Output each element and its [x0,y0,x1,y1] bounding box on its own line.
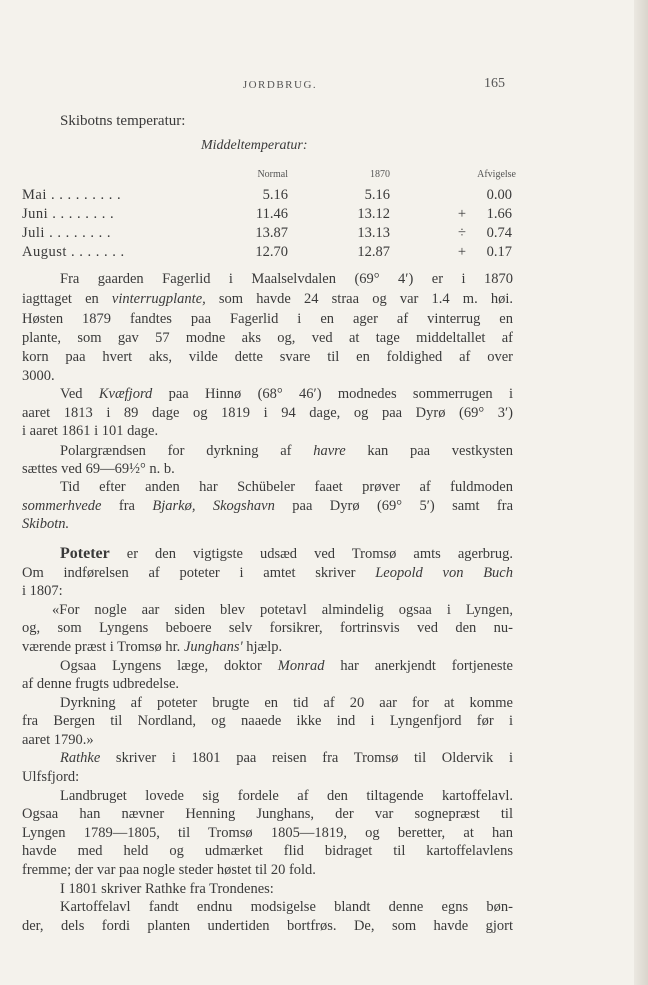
section-heading: Skibotns temperatur: [60,113,186,129]
emphasis: Rathke [60,750,101,766]
text-line: Kartoffelavl fandt endnu modsigelse blandt denne egns bøn- [60,899,513,915]
text-line: Ulfsfjord: [22,769,80,785]
table-subheading: Middeltemperatur: [201,138,308,153]
text-line: værende præst i Tromsø hr. Junghans' hjælp. [22,639,283,655]
month-label: Juni . . . . . . . . [22,206,115,222]
text-line: aaret 1813 i 89 dage og 1819 i 94 dage, og paa Dyrø (69° 3′) [22,405,513,421]
text-line: korn paa hvert aks, vilde dette svare til en foldighed af over [22,349,513,365]
column-header-normal: Normal [257,169,288,180]
text-line: Ogsaa han nævner Henning Junghans, der var sognepræst til [22,806,513,822]
month-label: Mai . . . . . . . . . [22,187,122,203]
deviation-value: 0.00 [486,187,512,203]
text-line: i aaret 1861 i 101 dage. [22,423,159,439]
normal-value: 5.16 [262,187,288,203]
text-line: Rathke skriver i 1801 paa reisen fra Tromsø til Oldervik i [60,750,513,766]
text-line: sættes ved 69—69½° n. b. [22,461,175,477]
deviation-value: 0.74 [486,225,512,241]
emphasis: Skibotn. [22,516,70,532]
text-line: Høsten 1879 fandtes paa Fagerlid i en ager af vinterrug en [22,311,513,327]
section-keyword: Poteter [60,545,110,562]
text-line: Dyrkning af poteter brugte en tid af 20 aar for at komme [60,695,513,711]
text-line: iagttaget en vinterrugplante, som havde 24 straa og var 1.4 m. høi. [22,291,513,307]
emphasis: Bjarkø, Skogshavn [152,498,275,514]
column-header-afvigelse: Afvigelse [477,169,516,180]
value-1870: 5.16 [364,187,390,203]
text-line: Om indførelsen af poteter i amtet skriver Leopold von Buch [22,565,513,581]
text-line [22,515,513,533]
text-line: i 1807: [22,583,63,599]
emphasis: Kvæfjord [98,386,153,402]
deviation-value: 0.17 [486,244,512,260]
emphasis: sommerhvede [22,498,102,514]
emphasis: havre [313,443,346,459]
column-header-1870: 1870 [370,169,390,180]
value-1870: 13.12 [357,206,390,222]
text-line: 3000. [22,368,55,384]
text-line: Tid efter anden har Schübeler faaet prøver af fuldmoden [60,479,513,495]
month-label: Juli . . . . . . . . [22,225,111,241]
text-line: plante, som gav 57 modne aks og, ved at tage middeltallet af [22,330,513,346]
text-line: sommerhvede fra Bjarkø, Skogshavn paa Dyrø (69° 5′) samt fra [22,498,513,514]
emphasis: Junghans' [183,639,243,655]
running-head: JORDBRUG. [242,79,318,91]
page-number: 165 [484,76,505,91]
text-line: Polargrændsen for dyrkning af havre kan paa vestkysten [60,443,513,459]
deviation-sign: + [457,206,467,222]
normal-value: 11.46 [255,206,288,222]
text-line: havde med held og udmærket flid bidraget til kartoffelavlens [22,843,513,859]
text-line: af denne frugts udbredelse. [22,676,180,692]
text-line: der, dels fordi planten undertiden bortfrøs. De, som havde gjort [22,918,513,934]
text-line: Poteter er den vigtigste udsæd ved Tromsø amts agerbrug. [60,545,513,562]
value-1870: 12.87 [357,244,390,260]
text-line: Ved Kvæfjord paa Hinnø (68° 46′) modnedes sommerrugen i [60,386,513,402]
text-line: og, som Lyngens beboere selv forsikrer, fortrinsvis ved den nu- [22,620,513,636]
value-1870: 13.13 [357,225,390,241]
month-label: August . . . . . . . [22,244,125,260]
deviation-sign: + [457,244,467,260]
emphasis: Monrad [277,658,325,674]
text-line: Landbruget lovede sig fordele af den tiltagende kartoffelavl. [60,788,513,804]
emphasis: vinterrugplante, [111,291,206,307]
text-line: fremme; der var paa nogle steder høstet til 20 fold. [22,862,316,878]
text-line: Fra gaarden Fagerlid i Maalselvdalen (69° 4′) er i 1870 [60,271,513,287]
text-line: «For nogle aar siden blev potetavl almindelig ogsaa i Lyngen, [52,602,513,618]
deviation-value: 1.66 [486,206,512,222]
normal-value: 12.70 [255,244,288,260]
text-line: Lyngen 1789—1805, til Tromsø 1805—1819, og beretter, at han [22,825,513,841]
normal-value: 13.87 [255,225,288,241]
text-line: fra Bergen til Nordland, og naaede ikke ind i Lyngenfjord før i [22,713,513,729]
text-line: Ogsaa Lyngens læge, doktor Monrad har anerkjendt fortjeneste [60,658,513,674]
emphasis: Leopold von Buch [375,565,513,581]
text-line: aaret 1790.» [22,732,94,748]
deviation-sign: ÷ [458,225,466,241]
text-line: I 1801 skriver Rathke fra Trondenes: [60,881,274,897]
